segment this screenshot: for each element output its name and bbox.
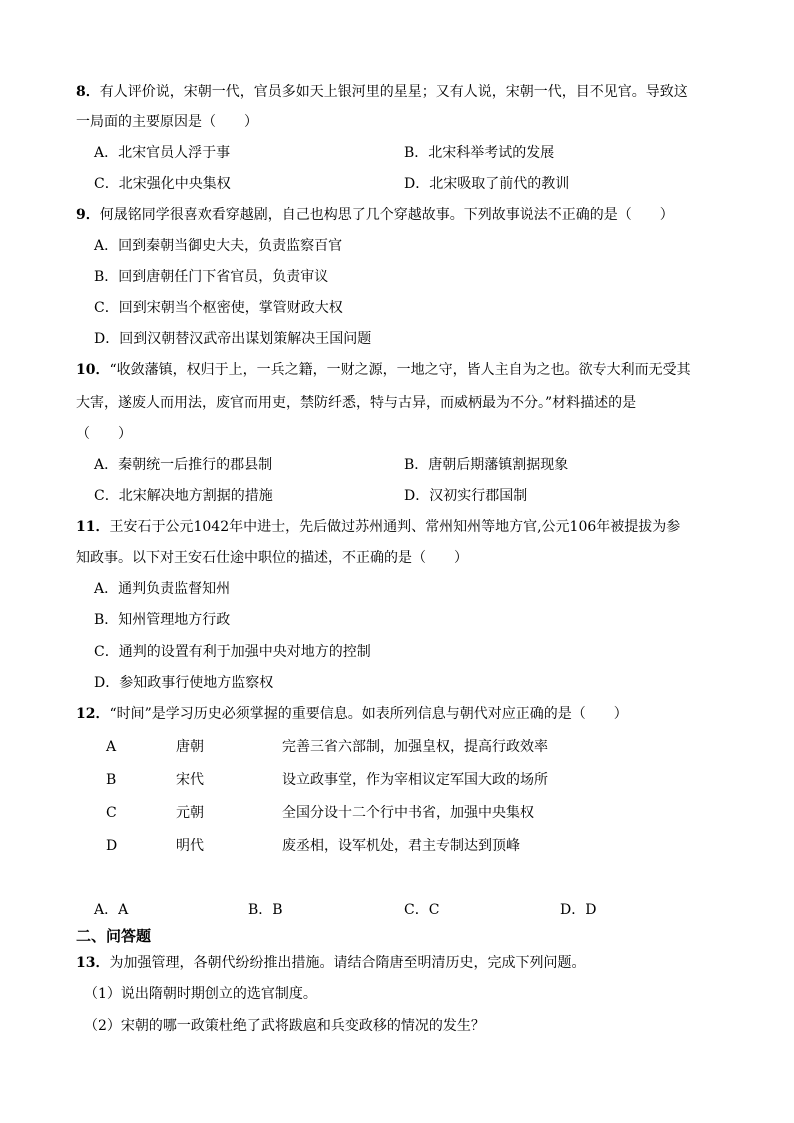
q10-number: 10． <box>76 362 110 378</box>
q12-option-a[interactable]: A．A <box>94 902 129 918</box>
table-cell-letter: B <box>106 772 117 788</box>
q10-text: “收敛藩镇，权归于上，一兵之籍，一财之源，一地之守，皆人主自为之也。欲专大利而无受其 <box>109 362 691 378</box>
table-cell-dynasty: 宋代 <box>176 772 204 788</box>
q13-text: 为加强管理，各朝代纷纷推出措施。请结合隋唐至明清历史，完成下列问题。 <box>109 955 586 971</box>
table-cell-info: 全国分设十二个行中书省，加强中央集权 <box>282 805 534 821</box>
table-cell-info: 完善三省六部制，加强皇权，提高行政效率 <box>282 739 548 755</box>
q11-option-b[interactable]: B．知州管理地方行政 <box>94 612 231 628</box>
q13-sub2: （2）宋朝的哪一政策杜绝了武将跋扈和兵变政移的情况的发生？ <box>84 1018 485 1034</box>
table-cell-dynasty: 元朝 <box>176 805 204 821</box>
q12-option-b[interactable]: B．B <box>248 902 283 918</box>
table-cell-info: 废丞相，设军机处，君主专制达到顶峰 <box>282 838 520 854</box>
q8-text: 有人评价说，宋朝一代，官员多如天上银河里的星星；又有人说，宋朝一代，目不见官。导致这 <box>99 84 688 100</box>
q11-option-d[interactable]: D．参知政事行使地方监察权 <box>94 675 274 691</box>
q10-option-a[interactable]: A．秦朝统一后推行的郡县制 <box>94 457 273 473</box>
q11-number: 11． <box>76 519 110 535</box>
table-cell-letter: A <box>106 739 117 755</box>
q8-stem-line1 <box>76 82 688 102</box>
q9-option-d[interactable]: D．回到汉朝替汉武帝出谋划策解决王国问题 <box>94 331 372 347</box>
q9-option-b[interactable]: B．回到唐朝任门下省官员，负责审议 <box>94 269 329 285</box>
table-cell-letter: D <box>106 838 118 854</box>
q9-option-c[interactable]: C．回到宋朝当个枢密使，掌管财政大权 <box>94 300 343 316</box>
q12-number: 12． <box>76 706 110 722</box>
q8-option-c[interactable]: C．北宋强化中央集权 <box>94 176 231 192</box>
q8-number: 8． <box>76 84 100 100</box>
q13-stem-line1 <box>76 953 585 973</box>
q11-option-a[interactable]: A．通判负责监督知州 <box>94 581 231 597</box>
q8-option-a[interactable]: A．北宋官员人浮于事 <box>94 145 231 161</box>
q10-option-b[interactable]: B．唐朝后期藩镇割据现象 <box>404 457 569 473</box>
q13-sub1: （1）说出隋朝时期创立的选官制度。 <box>84 986 317 1002</box>
q9-text: 何晟铭同学很喜欢看穿越剧，自己也构思了几个穿越故事。下列故事说法不正确的是（ ） <box>99 207 674 223</box>
q11-stem-line2: 知政事。以下对王安石仕途中职位的描述，不正确的是（ ） <box>76 550 468 566</box>
table-cell-dynasty: 唐朝 <box>176 739 204 755</box>
table-cell-info: 设立政事堂，作为宰相议定军国大政的场所 <box>282 772 548 788</box>
q9-option-a[interactable]: A．回到秦朝当御史大夫，负责监察百官 <box>94 238 343 254</box>
table-cell-letter: C <box>106 805 117 821</box>
q8-option-b[interactable]: B．北宋科举考试的发展 <box>404 145 555 161</box>
q10-option-d[interactable]: D．汉初实行郡国制 <box>404 488 528 504</box>
q12-stem-line1 <box>76 704 628 724</box>
q10-option-c[interactable]: C．北宋解决地方割据的措施 <box>94 488 273 504</box>
table-cell-dynasty: 明代 <box>176 838 204 854</box>
q8-stem-line2: 一局面的主要原因是（ ） <box>76 114 258 130</box>
q10-stem-line1 <box>76 360 691 380</box>
q8-option-d[interactable]: D．北宋吸取了前代的教训 <box>404 176 570 192</box>
q12-option-d[interactable]: D．D <box>560 902 597 918</box>
q11-option-c[interactable]: C．通判的设置有利于加强中央对地方的控制 <box>94 644 371 660</box>
q9-number: 9． <box>76 207 100 223</box>
q13-number: 13． <box>76 955 110 971</box>
q10-stem-line3: （ ） <box>76 426 132 442</box>
q12-option-c[interactable]: C．C <box>404 902 440 918</box>
q10-stem-line2: 大害，遂废人而用法，废官而用吏，禁防纤悉，特与古异，而威柄最为不分。”材料描述的是 <box>76 395 637 411</box>
q11-stem-line1 <box>76 517 680 537</box>
q12-text: “时间”是学习历史必须掌握的重要信息。如表所列信息与朝代对应正确的是（ ） <box>109 706 628 722</box>
q9-stem-line1 <box>76 205 674 225</box>
section-heading: 二、问答题 <box>76 927 152 945</box>
q11-text: 王安石于公元1042年中进士，先后做过苏州通判、常州知州等地方官,公元106年被提拔为参 <box>109 519 681 535</box>
